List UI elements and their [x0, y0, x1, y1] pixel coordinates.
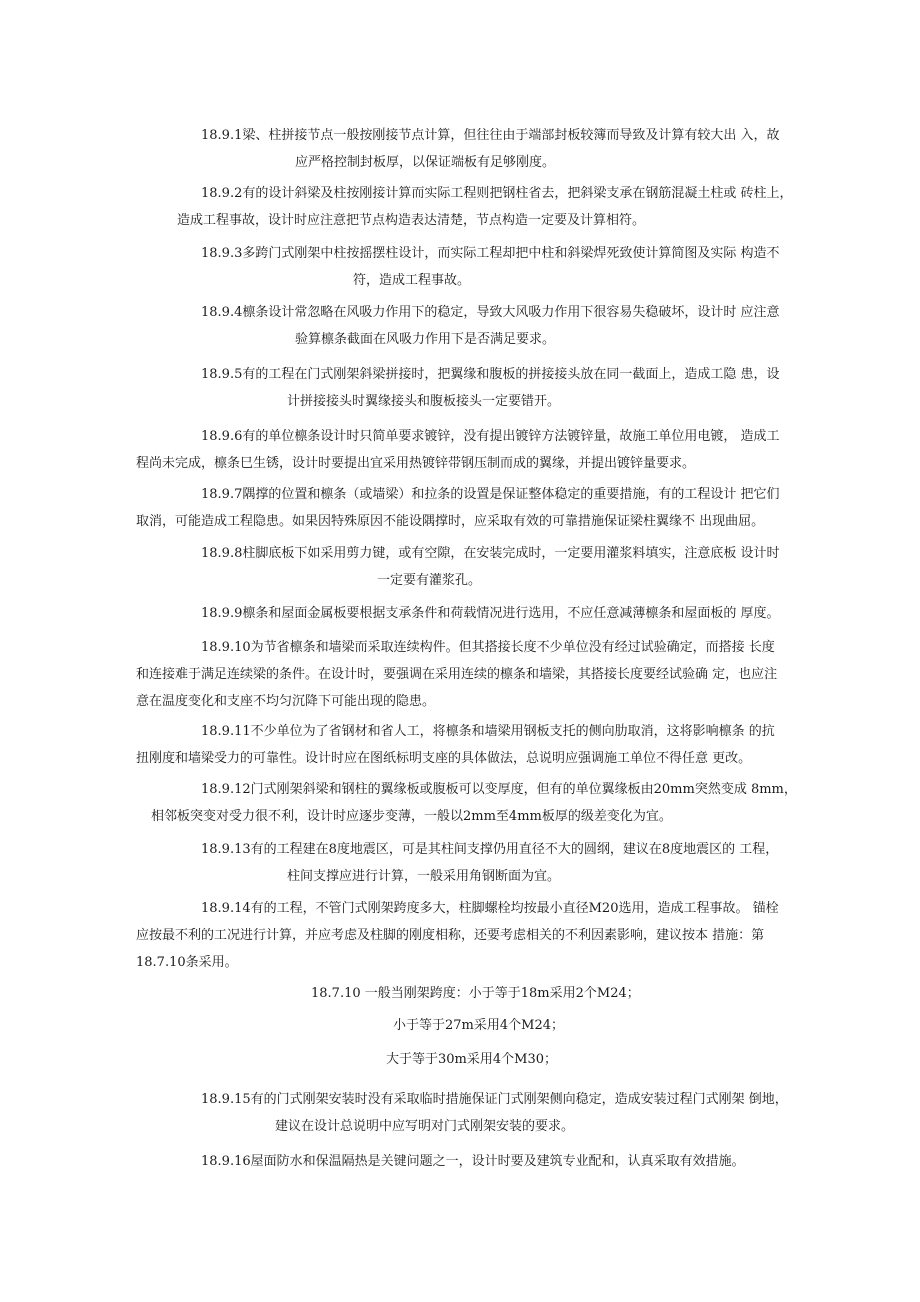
- text-line: 18.9.6有的单位檩条设计时只简单要求镀锌，没有提出镀锌方法镀锌量，故施工单位用电镀， 造成工: [201, 429, 780, 444]
- paragraph-18-9-3: [201, 240, 779, 294]
- text-line: 18.9.14有的工程，不管门式刚架跨度多大，柱脚螺栓均按最小直径M20选用，造成工程事故。 锚栓: [201, 901, 779, 916]
- text-line: 相邻板突变对受力很不利，设计时应逐步变薄，一般以2mm至4mm板厚的级差变化为宜。: [151, 809, 672, 824]
- text-line: 扭刚度和墙梁受力的可靠性。设计时应在图纸标明支座的具体做法，总说明应强调施工单位不得任意 更改。: [136, 751, 752, 766]
- clause-18-7-10-line-2: [393, 1012, 564, 1039]
- text-line: 造成工程事故，设计时应注意把节点构造表达清楚，节点构造一定要及计算相符。: [177, 213, 646, 228]
- text-line: 18.9.11不少单位为了省钢材和省人工，将檩条和墙梁用钢板支托的侧向肋取消，这将影响檩条 的抗: [201, 724, 775, 739]
- text-line: 建议在设计总说明中应写明对门式刚架安装的要求。: [275, 1119, 575, 1134]
- text-line: 18.9.4檩条设计常忽略在风吸力作用下的稳定，导致大风吸力作用下很容易失稳破坏，设计时 应注意: [201, 305, 780, 320]
- text-line: 应按最不利的工况进行计算，并应考虑及柱脚的刚度相称，还要考虑相关的不利因素影响，建议按本 措施：第: [136, 928, 765, 943]
- text-line: 计拼接接头时翼缘接头和腹板接头一定要错开。: [287, 394, 561, 409]
- paragraph-18-9-11: [136, 718, 775, 772]
- paragraph-18-9-10: [136, 634, 778, 715]
- text-line: 和连接难于满足连续梁的条件。在设计时，要强调在采用连续的檩条和墙梁，其搭接长度要经试验确 定，也应注: [136, 667, 778, 682]
- text-line: 18.9.2有的设计斜梁及柱按刚接计算而实际工程则把钢柱省去，把斜梁支承在钢筋混凝土柱或 砖柱上，: [201, 186, 793, 201]
- paragraph-18-9-9: [201, 600, 779, 627]
- text-line: 程尚未完成，檩条巳生锈，设计时要提出宜采用热镀锌带钢压制而成的翼缘，并提出镀锌量要求。: [136, 456, 696, 471]
- text-line: 18.9.15有的门式刚架安装时没有采取临时措施保证门式刚架侧向稳定，造成安装过程门式刚架 倒地，: [201, 1092, 788, 1107]
- text-line: 小于等于27m采用4个M24；: [393, 1018, 564, 1033]
- clause-18-7-10-line-3: [386, 1046, 557, 1073]
- text-line: 18.7.10条采用。: [136, 955, 238, 970]
- text-line: 18.9.9檩条和屋面金属板要根据支承条件和荷载情况进行选用，不应任意减薄檩条和屋面板的 厚度。: [201, 606, 780, 621]
- paragraph-18-9-7: [136, 481, 780, 535]
- text-line: 大于等于30m采用4个M30；: [386, 1052, 557, 1067]
- text-line: 取消，可能造成工程隐患。如果因特殊原因不能设隅撑时，应采取有效的可靠措施保证梁柱翼缘不 出现曲屈。: [136, 514, 765, 529]
- text-line: 18.9.13有的工程建在8度地震区，可是其柱间支撑仍用直径不大的圆纲，建议在8度地震区的 工程，: [201, 842, 779, 857]
- paragraph-18-9-13: [201, 836, 778, 890]
- text-line: 18.9.3多跨门式刚架中柱按摇摆柱设计，而实际工程却把中柱和斜梁焊死致使计算简图及实际 构造不: [201, 246, 780, 261]
- text-line: 应严格控制封板厚，以保证端板有足够刚度。: [295, 155, 556, 170]
- paragraph-18-9-2: [177, 180, 793, 234]
- text-line: 18.9.1梁、柱拼接节点一般按刚接节点计算，但往往由于端部封板较簿而导致及计算有较大出 入，故: [201, 128, 780, 143]
- text-line: 柱间支撑应进行计算，一般采用角钢断面为宜。: [287, 869, 561, 884]
- text-line: 一定要有灌浆孔。: [377, 573, 482, 588]
- paragraph-18-9-14: [136, 895, 779, 976]
- text-line: 18.9.16屋面防水和保温隔热是关键问题之一，设计时要及建筑专业配和，认真采取有效措施。: [201, 1154, 745, 1169]
- text-line: 18.9.5有的工程在门式刚架斜梁拼接时，把翼缘和腹板的拼接接头放在同一截面上，造成工隐 患，设: [201, 367, 780, 382]
- clause-18-7-10: [311, 980, 640, 1007]
- text-line: 18.7.10 一般当刚架跨度：小于等于18m采用2个M24；: [311, 986, 640, 1001]
- paragraph-18-9-12: [151, 776, 797, 830]
- text-line: 验算檩条截面在风吸力作用下是否满足要求。: [295, 332, 556, 347]
- text-line: 18.9.10为节省檩条和墙梁而采取连续构件。但其搭接长度不少单位没有经过试验确定，而搭接 长度: [201, 640, 775, 655]
- paragraph-18-9-6: [136, 423, 780, 477]
- paragraph-18-9-16: [201, 1148, 745, 1175]
- text-line: 符，造成工程事故。: [353, 273, 471, 288]
- paragraph-18-9-15: [201, 1086, 788, 1140]
- paragraph-18-9-5: [201, 361, 779, 415]
- paragraph-18-9-8: [201, 540, 779, 594]
- text-line: 意在温度变化和支座不均匀沉降下可能出现的隐患。: [136, 694, 436, 709]
- text-line: 18.9.7隅撑的位置和檩条（或墙梁）和拉条的设置是保证整体稳定的重要措施，有的工程设计 把它们: [201, 487, 780, 502]
- paragraph-18-9-1: [201, 122, 779, 176]
- text-line: 18.9.12门式刚架斜梁和钢柱的翼缘板或腹板可以变厚度，但有的单位翼缘板由20mm突然变成 8mm，: [201, 782, 797, 797]
- text-line: 18.9.8柱脚底板下如采用剪力键，或有空隙，在安装完成时，一定要用灌浆料填实，注意底板 设计时: [201, 546, 780, 561]
- paragraph-18-9-4: [201, 299, 779, 353]
